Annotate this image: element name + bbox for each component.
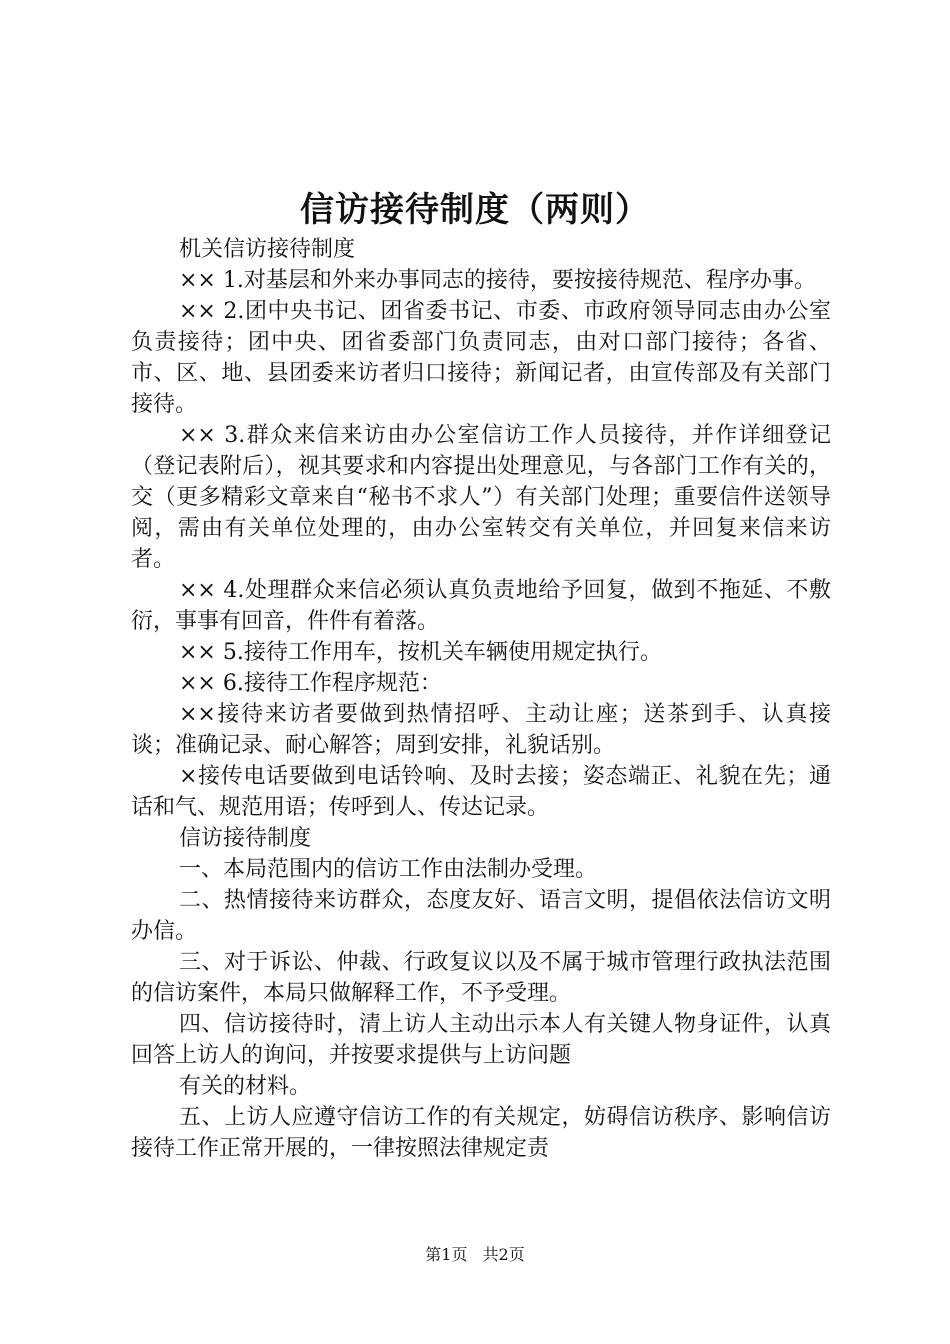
paragraph: ×× 2.团中央书记、团省委书记、市委、市政府领导同志由办公室负责接待；团中央、团省委部门负责同志，由对口部门接待；各省、市、区、地、县团委来访者归口接待；新闻记者，由宣传部及有关部门接待。	[131, 299, 831, 417]
paragraph: ×× 4.处理群众来信必须认真负责地给予回复，做到不拖延、不敷衍，事事有回音，件件有着落。	[131, 578, 831, 634]
paragraph: ×× 1.对基层和外来办事同志的接待，要按接待规范、程序办事。	[179, 268, 816, 293]
paragraph: ×× 5.接待工作用车，按机关车辆使用规定执行。	[179, 640, 662, 665]
page-footer	[0, 1243, 950, 1267]
document-title: 信访接待制度（两则）	[300, 190, 650, 230]
paragraph: ×× 6.接待工作程序规范：	[179, 671, 442, 696]
paragraph: 五、上访人应遵守信访工作的有关规定，妨碍信访秩序、影响信访接待工作正常开展的，一律按照法律规定责	[131, 1105, 831, 1161]
paragraph: 机关信访接待制度	[179, 237, 356, 262]
page-number-current: 第1页	[425, 1245, 468, 1264]
paragraph: 四、信访接待时，清上访人主动出示本人有关键人物身证件，认真回答上访人的询问，并按要求提供与上访问题	[131, 1012, 831, 1068]
page-number-total: 共2页	[482, 1245, 525, 1264]
paragraph: 信访接待制度	[179, 826, 312, 851]
paragraph: ×接传电话要做到电话铃响、及时去接；姿态端正、礼貌在先；通话和气、规范用语；传呼到人、传达记录。	[131, 764, 831, 820]
paragraph: ××接待来访者要做到热情招呼、主动让座；送茶到手、认真接谈；准确记录、耐心解答；周到安排，礼貌话别。	[131, 702, 831, 758]
paragraph: 二、热情接待来访群众，态度友好、语言文明，提倡依法信访文明办信。	[131, 888, 831, 944]
paragraph: 一、本局范围内的信访工作由法制办受理。	[179, 857, 598, 882]
paragraph: ×× 3.群众来信来访由办公室信访工作人员接待，并作详细登记（登记表附后），视其要求和内容提出处理意见，与各部门工作有关的，交（更多精彩文章来自“秘书不求人”）有关部门处理；重要信件送领导阅，需由有关单位处理的，由办公室转交有关单位，并回复来信来访者。	[131, 423, 831, 572]
paragraph: 三、对于诉讼、仲裁、行政复议以及不属于城市管理行政执法范围的信访案件，本局只做解释工作，不予受理。	[131, 950, 831, 1006]
document-body	[131, 234, 831, 1164]
paragraph: 有关的材料。	[179, 1074, 312, 1099]
